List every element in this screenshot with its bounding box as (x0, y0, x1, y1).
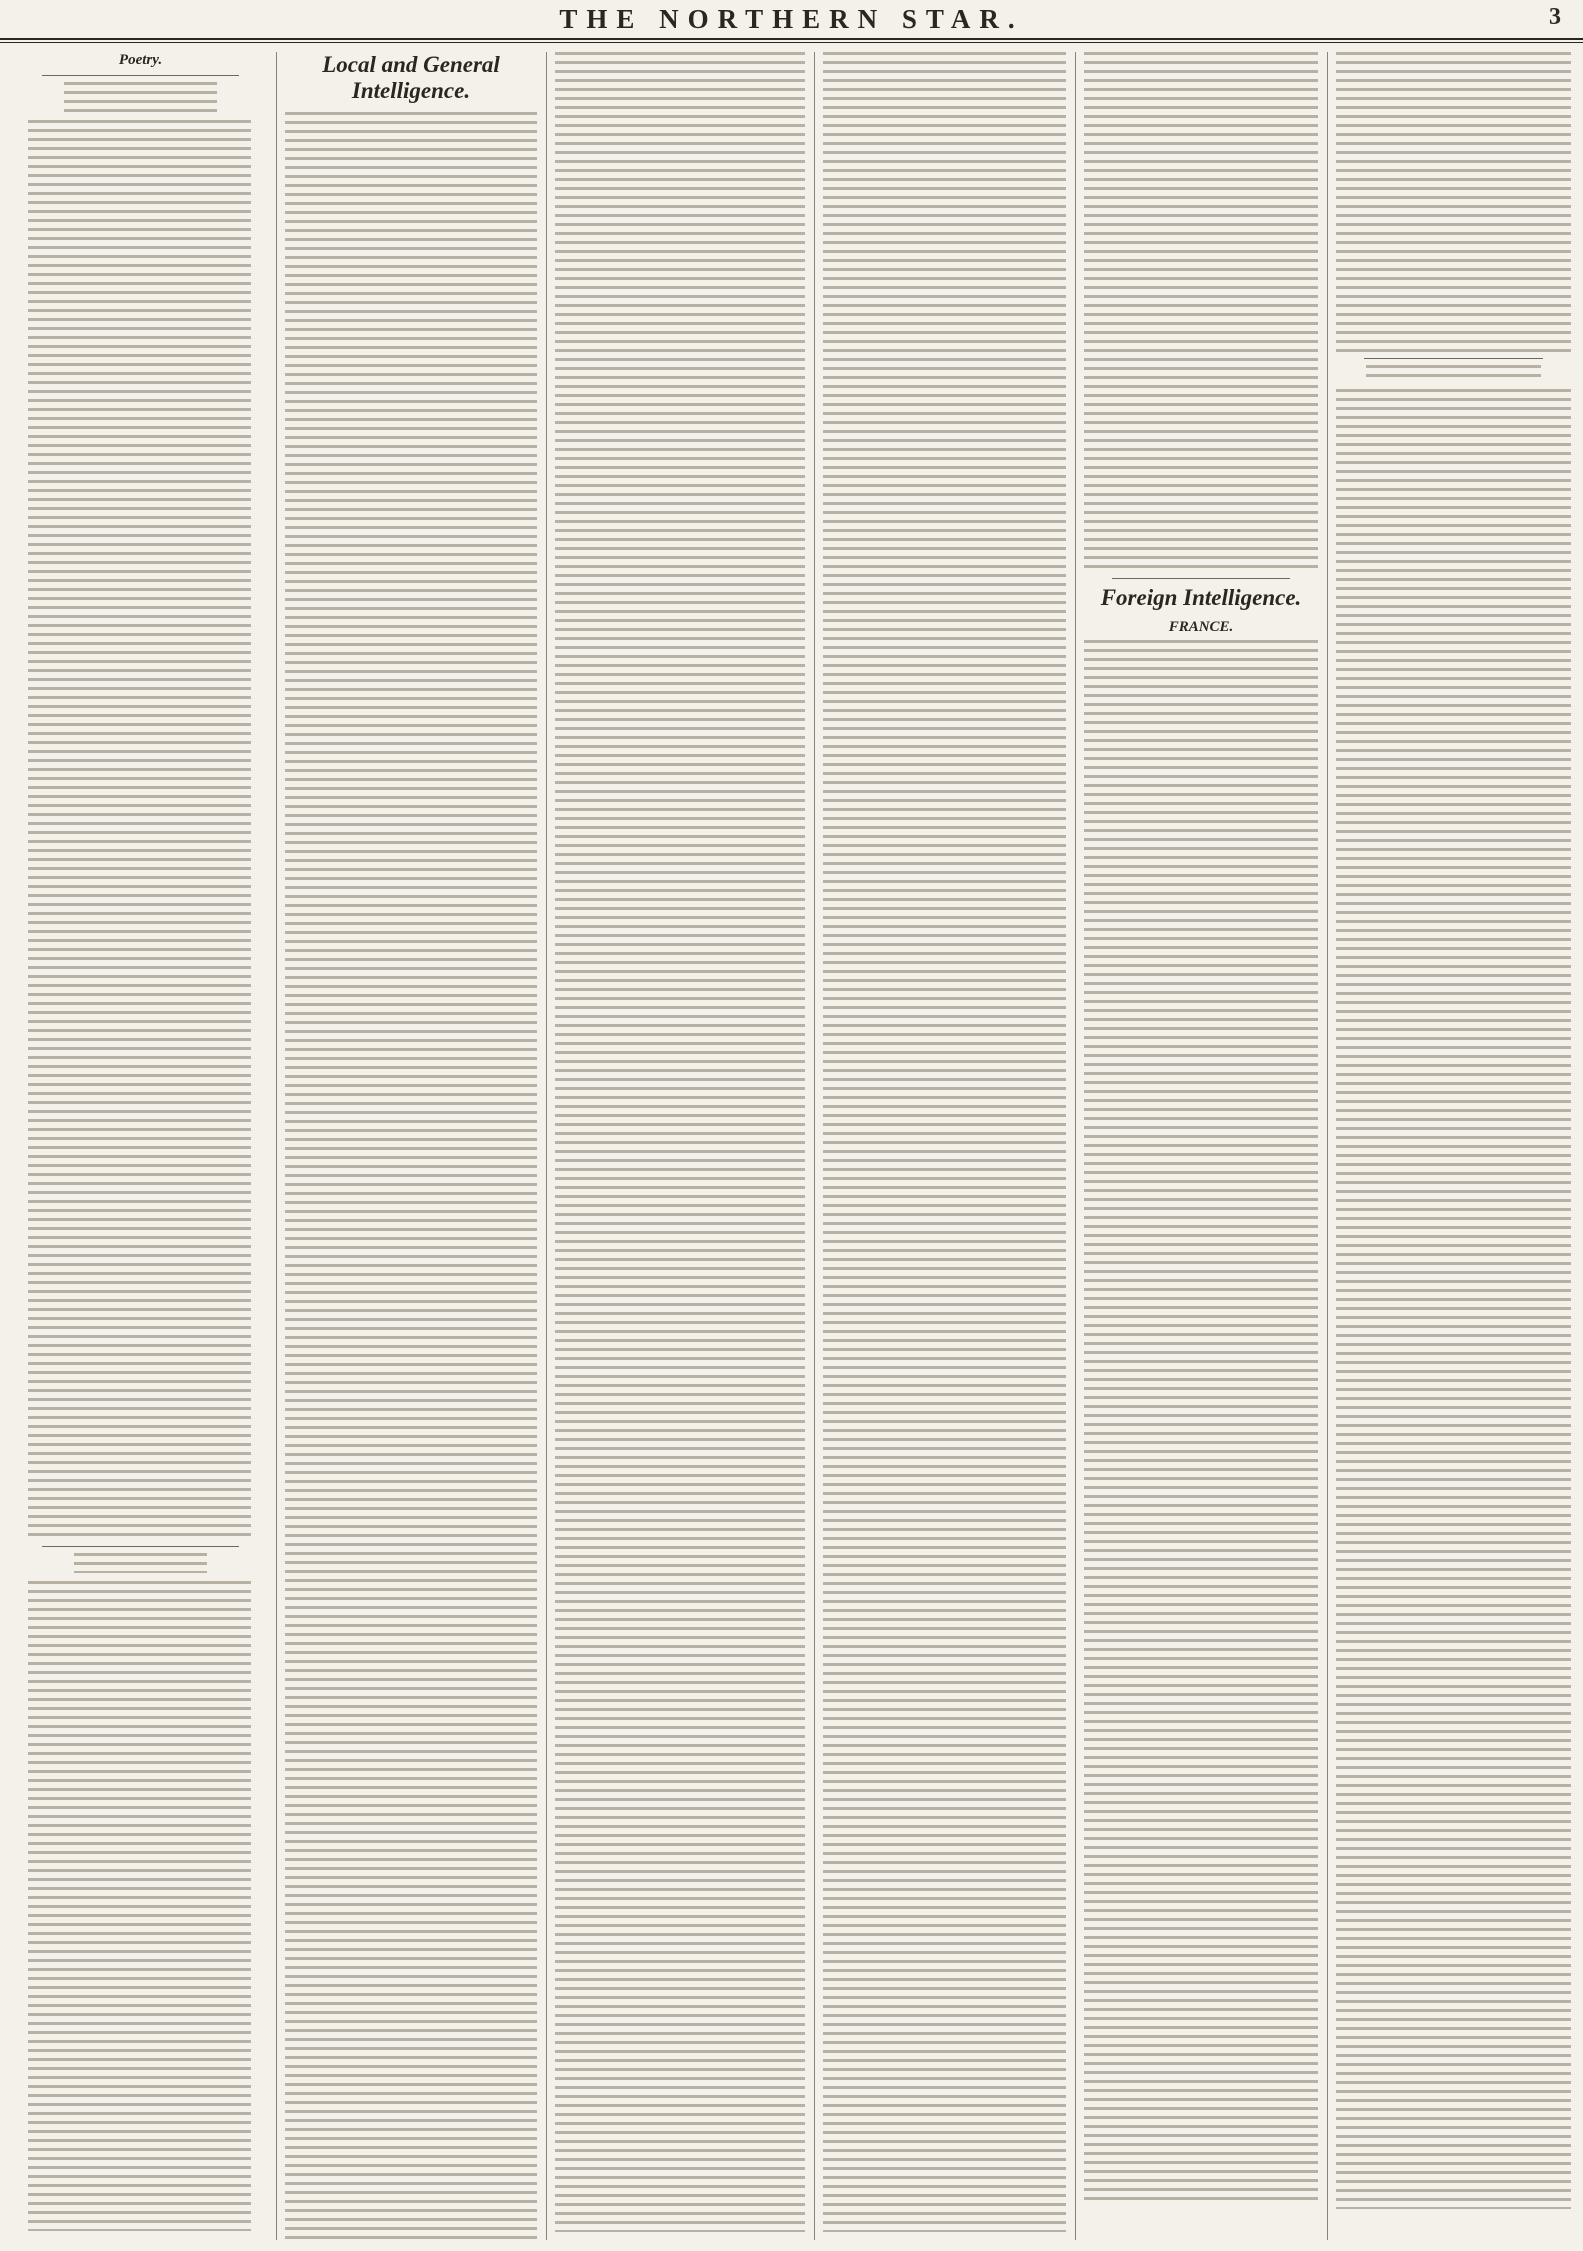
column-rule (814, 52, 815, 2240)
masthead (0, 0, 1583, 44)
heading-rule (42, 75, 239, 76)
column-rule (276, 52, 277, 2240)
page-number: 3 (1549, 4, 1561, 30)
column-3 (549, 52, 811, 2240)
masthead-rule (0, 38, 1583, 40)
column-4 (817, 52, 1072, 2240)
article-text-placeholder (1336, 389, 1571, 2209)
poem-text-placeholder (28, 120, 251, 1540)
poetry-heading: Poetry. (118, 52, 163, 68)
second-poem-text-placeholder (28, 1581, 251, 2231)
masthead-rule-thin (0, 42, 1583, 43)
column-rule (1075, 52, 1076, 2240)
article-text-placeholder (285, 112, 537, 2240)
article-text-placeholder (1336, 52, 1571, 352)
poem-title-placeholder (64, 82, 217, 112)
section-divider (1112, 578, 1290, 579)
poem-divider (42, 1546, 239, 1547)
column-rule (1327, 52, 1328, 2240)
article-text-placeholder (823, 52, 1066, 2232)
article-text-placeholder (1084, 52, 1318, 572)
column-rule (546, 52, 547, 2240)
foreign-intelligence-heading: Foreign Intelligence. (1100, 585, 1302, 610)
newspaper-title: THE NORTHERN STAR. (559, 4, 1024, 34)
column-6 (1330, 52, 1577, 2240)
local-intelligence-heading: Local and General Intelligence. (322, 52, 500, 103)
section-divider (1364, 358, 1543, 359)
article-heading-placeholder (1366, 365, 1541, 381)
column-1 (8, 52, 273, 2240)
article-text-placeholder (1084, 640, 1318, 2200)
second-poem-title-placeholder (74, 1553, 207, 1573)
article-text-placeholder (555, 52, 805, 2232)
france-heading: FRANCE. (1168, 619, 1234, 635)
column-5 (1078, 52, 1324, 2240)
column-2 (279, 52, 543, 2240)
